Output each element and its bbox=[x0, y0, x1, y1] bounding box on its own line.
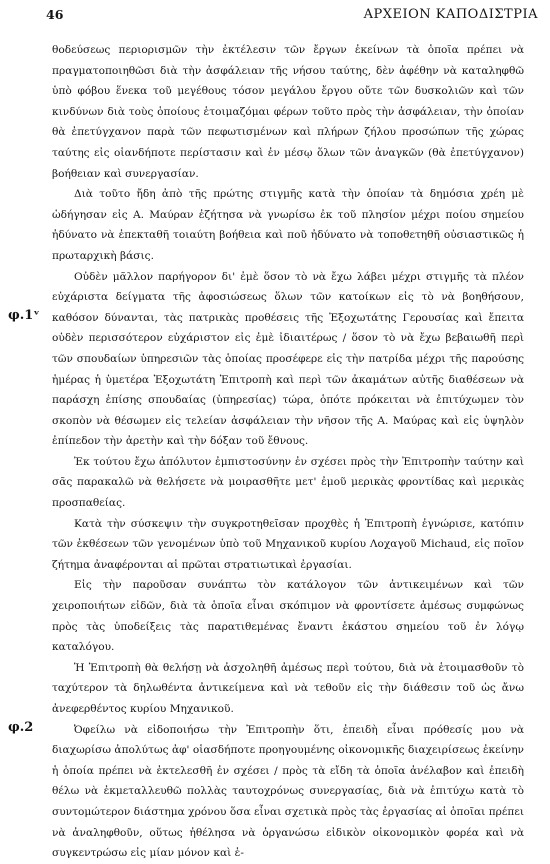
margin-note-folio-1v: φ.1ᵛ bbox=[8, 308, 40, 323]
page-number: 46 bbox=[46, 7, 64, 22]
paragraph-6: Εἰς τὴν παροῦσαν συνάπτω τὸν κατάλογον τῶν ἀντικειμένων καὶ τῶν χειροποιήτων εἰδῶν, διὰ τὰ ὁποῖα εἶναι σκόπιμον νὰ φροντίσετε ἀμέσως συμφώνως πρὸς τὰς ὑποδείξεις τὰς παρατιθεμένας ἔναντι ἑκάστου σημείου τοῦ ἐν λόγῳ καταλόγου. bbox=[52, 579, 524, 654]
paragraph-1: θοδεύσεως περιορισμῶν τὴν ἐκτέλεσιν τῶν ἔργων ἐκείνων τὰ ὁποῖα πρέπει νὰ πραγματοποιηθῶσι διὰ τὴν ἀσφάλειαν τῆς νήσου ταύτης, δὲν ἀφέθην νὰ καταληφθῶ ὑπὸ φόβου ἕνεκα τοῦ μεγέθους τόσον μεγάλου ἔργου οὔτε τῶν δυσκολιῶν καὶ τῶν κινδύνων διὰ τοὺς ὁποίους ἑτοιμαζόμαι φέρων τοῦτο πρὸς τὴν ἀσφάλειαν, τὴν ὁποίαν θὰ ἐπετύγχανον παρὰ τῶν πεφωτισμένων καὶ πλήρων ζήλου προσώπων τῆς χώρας ταύτης εἰς οἱανδήποτε περίστασιν καὶ ἐν μέσῳ ὅλων τῶν ἀναγκῶν (θὰ ἐπετύγχανον) βοήθειαν καὶ συνεργασίαν. bbox=[52, 44, 524, 180]
paragraph-2: Διὰ τοῦτο ἤδη ἀπὸ τῆς πρώτης στιγμῆς κατὰ τὴν ὁποίαν τὰ δημόσια χρέη μὲ ὡδήγησαν εἰς Α. Μαύραν ἐζήτησα νὰ γνωρίσω ἐκ τοῦ πλησίον μέχρι ποίου σημείου ἠδύνατο νὰ ἐπεκταθῆ τοιαύτη βοήθεια καὶ ποῦ ἠδύνατο νὰ τοποθετηθῆ οὐσιαστικῶς ἡ πρωταρχικὴ βάσις. bbox=[52, 188, 524, 262]
page-header bbox=[0, 7, 550, 25]
paragraph-5: Κατὰ τὴν σύσκεψιν τὴν συγκροτηθεῖσαν προχθὲς ἡ Ἐπιτροπὴ ἐγνώρισε, κατόπιν τῶν ἐκθέσεων τῶν γενομένων ὑπὸ τοῦ Μηχανικοῦ κυρίου Λοχαγοῦ Michaud, εἰς ποῖον ζήτημα ἀναφέρονται αἱ πρῶται στρατιωτικαὶ ἐργασίαι. bbox=[52, 517, 524, 571]
paragraph-3: Οὐδὲν μᾶλλον παρήγορον δι' ἐμὲ ὅσον τὸ νὰ ἔχω λάβει μέχρι στιγμῆς τὰ πλέον εὐχάριστα δείγματα τῆς ἀφοσιώσεως ὅλων τῶν κατοίκων εἰς τὸ νὰ βοηθήσουν, καθόσον δύνανται, τὰς πατρικὰς προθέσεις τῆς Ἐξοχωτάτης Γερουσίας καὶ ἔπειτα οὐδὲν περισσότερον εὐχάριστον εἰς ἐμὲ ἰδιαιτέρως / ὅσον τὸ νὰ ἔχω βεβαιωθῆ περὶ τῶν σπουδαίων ὑπηρεσιῶν τὰς ὁποίας προσέφερε εἰς τὴν πατρίδα μέχρι τῆς παρούσης ἡμέρας ἡ ὑμετέρα Ἐξοχωτάτη Ἐπιτροπὴ καὶ περὶ τῶν ἀκαμάτων αὐτῆς διαθέσεων νὰ παράσχη ἐπίσης σπουδαίας (ὑπηρεσίας) τώρα, ὁπότε πρόκειται νὰ ἐπιτύχωμεν τὸν σκοπὸν νὰ θέσωμεν εἰς τελείαν ἀσφάλειαν τὴν νῆσον τῆς Α. Μαύρας καὶ εἰς ὑψηλὸν ἐπίπεδον τὴν ἀρετὴν καὶ τὴν δόξαν τοῦ ἔθνους. bbox=[52, 270, 524, 448]
paragraph-7: Ἡ Ἐπιτροπὴ θὰ θελήσῃ νὰ ἀσχοληθῆ ἀμέσως περὶ τούτου, διὰ νὰ ἑτοιμασθοῦν τὸ ταχύτερον τὰ δηλωθέντα ἀντικείμενα καὶ νὰ τεθοῦν εἰς τὴν διάθεσιν τοῦ ὡς ἄνω ἀνεφερθέντος κυρίου Μηχανικοῦ. bbox=[52, 661, 524, 715]
margin-note-folio-2: φ.2 bbox=[8, 720, 34, 735]
paragraph-8: Ὀφείλω νὰ εἰδοποιήσω τὴν Ἐπιτροπὴν ὅτι, ἐπειδὴ εἶναι πρόθεσίς μου νὰ διαχωρίσω ἀπολύτως ἀφ' οἱασδήποτε προηγουμένης οἰκονομικῆς διαχειρίσεως ἐκείνην ἡ ὁποία πρέπει νὰ ἐκτελεσθῆ ἐν σχέσει / πρὸς τὰ εἴδη τὰ ὁποῖα ἀνέλαβον καὶ ἐπειδὴ θέλω νὰ ἐκμεταλλευθῶ πολλὰς ταυτοχρόνως συνεργασίας, διὰ νὰ ἐπιτύχω κατὰ τὸ συντομώτερον διάστημα χρόνου ὅσα εἶναι σχετικὰ πρὸς τὰς ἐργασίας αἱ ὁποῖαι πρέπει νὰ ἀναληφθοῦν, οὕτως ἠθέλησα νὰ ὀργανώσω εἰδικὸν οἰκονομικὸν φορέα καὶ νὰ συγκεντρώσω εἰς μίαν μόνον καὶ ἑ- bbox=[52, 723, 524, 860]
running-title: ΑΡΧΕΙΟΝ ΚΑΠΟΔΙΣΤΡΙΑ bbox=[363, 7, 538, 22]
paragraph-4: Ἐκ τούτου ἔχω ἀπόλυτον ἐμπιστοσύνην ἐν σχέσει πρὸς τὴν Ἐπιτροπὴν ταύτην καὶ σᾶς παρακαλῶ νὰ θελήσετε νὰ μοιρασθῆτε μετ' ἐμοῦ μερικὰς φροντίδας καὶ μερικὰς προσπαθείας. bbox=[52, 455, 524, 510]
document-body bbox=[52, 40, 524, 864]
